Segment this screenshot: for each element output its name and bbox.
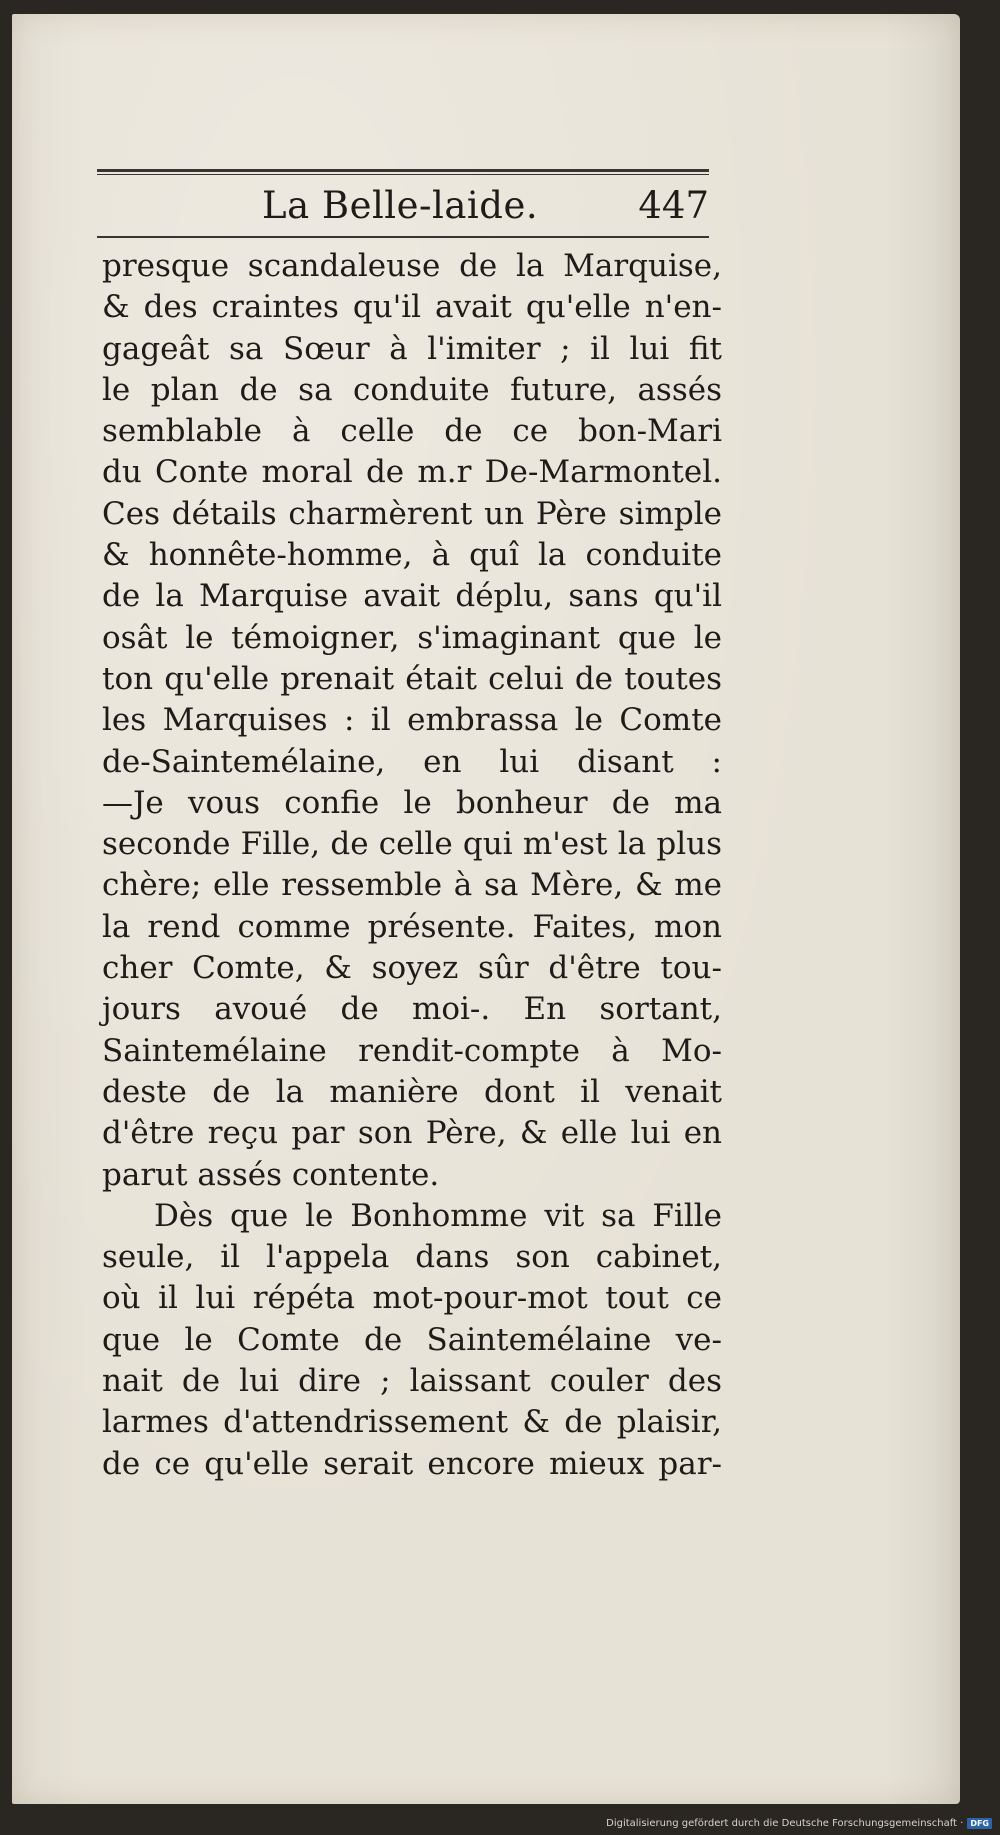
text-line: gageât sa Sœur à l'imiter ; il lui fit: [102, 330, 722, 367]
text-line: que le Comte de Saintemélaine ve-: [102, 1321, 722, 1358]
text-line: le plan de sa conduite future, assés: [102, 371, 722, 408]
dfg-logo-icon: DFG: [967, 1818, 992, 1829]
text-line: de-Saintemélaine, en lui disant :: [102, 743, 722, 780]
text-line: nait de lui dire ; laissant couler des: [102, 1363, 722, 1400]
header-rule-top: [97, 169, 709, 172]
text-line: du Conte moral de m.r De-Marmontel.: [102, 454, 722, 491]
text-line: —Je vous confie le bonheur de ma: [102, 784, 722, 821]
text-line: Dès que le Bonhomme vit sa Fille: [154, 1197, 722, 1234]
text-line: osât le témoigner, s'imaginant que le: [102, 619, 722, 656]
text-line: de ce qu'elle serait encore mieux par-: [102, 1445, 722, 1482]
text-line: Ces détails charmèrent un Père simple: [102, 495, 722, 532]
text-line: la rend comme présente. Faites, mon: [102, 908, 722, 945]
text-line: où il lui répéta mot-pour-mot tout ce: [102, 1280, 722, 1317]
text-line: cher Comte, & soyez sûr d'être tou-: [102, 950, 722, 987]
text-line: deste de la manière dont il venait: [102, 1073, 722, 1110]
book-page: [12, 14, 960, 1804]
text-line: & honnête-homme, à quî la conduite: [102, 537, 722, 574]
text-line: chère; elle ressemble à sa Mère, & me: [102, 867, 722, 904]
body-text: [102, 246, 722, 1485]
text-line: ton qu'elle prenait était celui de toutes: [102, 660, 722, 697]
text-line: seconde Fille, de celle qui m'est la plus: [102, 826, 722, 863]
text-line: d'être reçu par son Père, & elle lui en: [102, 1115, 722, 1152]
text-line: semblable à celle de ce bon-Mari: [102, 413, 722, 450]
header-rule-bottom: [97, 236, 709, 238]
header-rule-top-thin: [97, 174, 709, 175]
digitization-credit: [606, 1818, 992, 1829]
text-line: Saintemélaine rendit-compte à Mo-: [102, 1032, 722, 1069]
page-number: 447: [638, 184, 709, 227]
running-title: La Belle-laide.: [262, 184, 539, 227]
text-line: seule, il l'appela dans son cabinet,: [102, 1239, 722, 1276]
text-line: de la Marquise avait déplu, sans qu'il: [102, 578, 722, 615]
text-line: presque scandaleuse de la Marquise,: [102, 248, 722, 284]
text-line: jours avoué de moi-. En sortant,: [102, 991, 722, 1028]
text-line: & des craintes qu'il avait qu'elle n'en-: [102, 289, 722, 326]
text-line: parut assés contente.: [102, 1156, 440, 1193]
running-head: [97, 180, 709, 232]
text-line: les Marquises : il embrassa le Comte: [102, 702, 722, 739]
credit-text: Digitalisierung gefördert durch die Deutsche Forschungsgemeinschaft ·: [606, 1818, 964, 1829]
text-line: larmes d'attendrissement & de plaisir,: [102, 1404, 722, 1441]
